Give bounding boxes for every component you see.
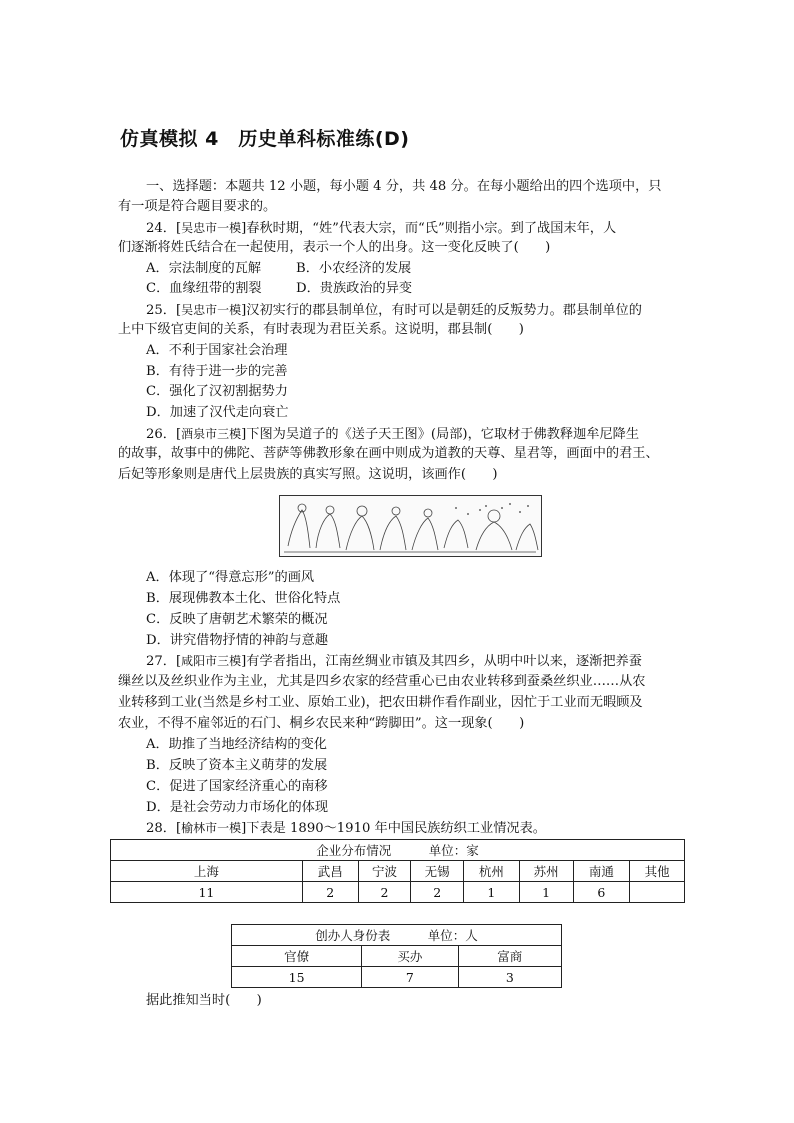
table-header-cell: 杭州 bbox=[464, 861, 520, 882]
table-cell: 1 bbox=[519, 882, 573, 903]
question-27-option-d: D．是社会劳动力市场化的体现 bbox=[146, 800, 329, 815]
question-27-option-a: A．助推了当地经济结构的变化 bbox=[146, 737, 327, 752]
question-26-option-d: D．讲究借物抒情的神韵与意趣 bbox=[146, 633, 329, 648]
table-header-cell: 其他 bbox=[630, 861, 685, 882]
question-24-option-b: B．小农经济的发展 bbox=[296, 261, 412, 276]
question-27-stem-line1: 27．[咸阳市三模]有学者指出，江南丝绸业市镇及其四乡，从明中叶以来，逐渐把养蚕 bbox=[146, 654, 642, 669]
question-27-option-b: B．反映了资本主义萌芽的发展 bbox=[146, 758, 328, 773]
question-24-option-a: A．宗法制度的瓦解 bbox=[146, 261, 262, 276]
question-28-stem-line1: 28．[榆林市一模]下表是 1890～1910 年中国民族纺织工业情况表。 bbox=[146, 821, 546, 836]
question-26-stem-line2: 的故事，故事中的佛陀、菩萨等佛教形象在画中则成为道教的天尊、星君等，画面中的君王、 bbox=[118, 446, 659, 461]
table-row bbox=[111, 882, 685, 903]
question-24-source: 吴忠市一模 bbox=[181, 221, 242, 235]
question-24-option-c: C．血缘纽带的割裂 bbox=[146, 281, 262, 296]
table-header-cell: 无锡 bbox=[411, 861, 464, 882]
table-row bbox=[232, 946, 562, 967]
founder-identity-table bbox=[231, 924, 562, 988]
question-26-stem-line1: 26．[酒泉市三模]下图为吴道子的《送子天王图》(局部)，它取材于佛教释迦牟尼降生 bbox=[146, 427, 640, 442]
question-27-stem-line4: 农业，不得不雇邻近的石门、桐乡农民来种“跨脚田”。这一现象( ) bbox=[118, 716, 525, 731]
enterprise-distribution-table bbox=[110, 839, 685, 903]
table-cell: 6 bbox=[573, 882, 630, 903]
table-header-cell: 南通 bbox=[573, 861, 630, 882]
question-24-stem-line1: 24．[吴忠市一模]春秋时期，“姓”代表大宗，而“氏”则指小宗。到了战国末年，人 bbox=[146, 221, 617, 236]
question-26-option-a: A．体现了“得意忘形”的画风 bbox=[146, 570, 315, 585]
question-27-source: 咸阳市三模 bbox=[181, 654, 242, 668]
painting-sketch-icon bbox=[280, 496, 541, 556]
table-cell: 2 bbox=[358, 882, 411, 903]
table-header-cell: 富商 bbox=[458, 946, 561, 967]
question-24-stem-line2: 们逐渐将姓氏结合在一起使用，表示一个人的出身。这一变化反映了( ) bbox=[118, 240, 551, 255]
table-cell: 11 bbox=[111, 882, 303, 903]
question-26-source: 酒泉市三模 bbox=[181, 427, 242, 441]
table-cell: 3 bbox=[458, 967, 561, 988]
table-cell bbox=[630, 882, 685, 903]
table-caption: 企业分布情况 单位：家 bbox=[111, 840, 685, 861]
question-28-stem-end: 据此推知当时( ) bbox=[146, 993, 262, 1008]
question-27-option-c: C．促进了国家经济重心的南移 bbox=[146, 779, 328, 794]
table-header-cell: 官僚 bbox=[232, 946, 362, 967]
table-header-cell: 苏州 bbox=[519, 861, 573, 882]
table-row bbox=[111, 861, 685, 882]
question-25-option-b: B．有待于进一步的完善 bbox=[146, 364, 288, 379]
question-25-stem-line2: 上中下级官吏间的关系，有时表现为君臣关系。这说明，郡县制( ) bbox=[118, 322, 524, 337]
question-25-option-a: A．不利于国家社会治理 bbox=[146, 343, 288, 358]
table-header-cell: 买办 bbox=[362, 946, 458, 967]
table-cell: 2 bbox=[302, 882, 358, 903]
question-26-option-b: B．展现佛教本土化、世俗化特点 bbox=[146, 591, 341, 606]
question-27-stem-line3: 业转移到工业(当然是乡村工业、原始工业)，把农田耕作看作副业，因忙于工业而无暇顾及 bbox=[118, 695, 643, 710]
page-title: 仿真模拟 4 历史单科标准练(D) bbox=[120, 128, 410, 150]
table-caption: 创办人身份表 单位：人 bbox=[232, 925, 562, 946]
table-row bbox=[232, 967, 562, 988]
table-cell: 2 bbox=[411, 882, 464, 903]
section-intro-line2: 有一项是符合题目要求的。 bbox=[118, 199, 277, 214]
question-25-source: 吴忠市一模 bbox=[181, 303, 242, 317]
question-24-option-d: D．贵族政治的异变 bbox=[296, 281, 413, 296]
table-header-cell: 宁波 bbox=[358, 861, 411, 882]
question-27-stem-line2: 缫丝以及丝织业作为主业，尤其是四乡农家的经营重心已由农业转移到蚕桑丝织业……从农 bbox=[118, 674, 646, 689]
table-header-cell: 武昌 bbox=[302, 861, 358, 882]
painting-illustration bbox=[279, 495, 542, 557]
table-cell: 15 bbox=[232, 967, 362, 988]
question-25-stem-line1: 25．[吴忠市一模]汉初实行的郡县制单位，有时可以是朝廷的反叛势力。郡县制单位的 bbox=[146, 303, 642, 318]
question-25-option-d: D．加速了汉代走向衰亡 bbox=[146, 405, 289, 420]
table-cell: 1 bbox=[464, 882, 520, 903]
table-header-cell: 上海 bbox=[111, 861, 303, 882]
question-25-option-c: C．强化了汉初割据势力 bbox=[146, 384, 288, 399]
section-intro-line1: 一、选择题：本题共 12 小题，每小题 4 分，共 48 分。在每小题给出的四个选项中，只 bbox=[146, 179, 662, 194]
question-26-option-c: C．反映了唐朝艺术繁荣的概况 bbox=[146, 612, 328, 627]
question-26-stem-line3: 后妃等形象则是唐代上层贵族的真实写照。这说明，该画作( ) bbox=[118, 467, 498, 482]
question-28-source: 榆林市一模 bbox=[181, 821, 242, 835]
table-cell: 7 bbox=[362, 967, 458, 988]
